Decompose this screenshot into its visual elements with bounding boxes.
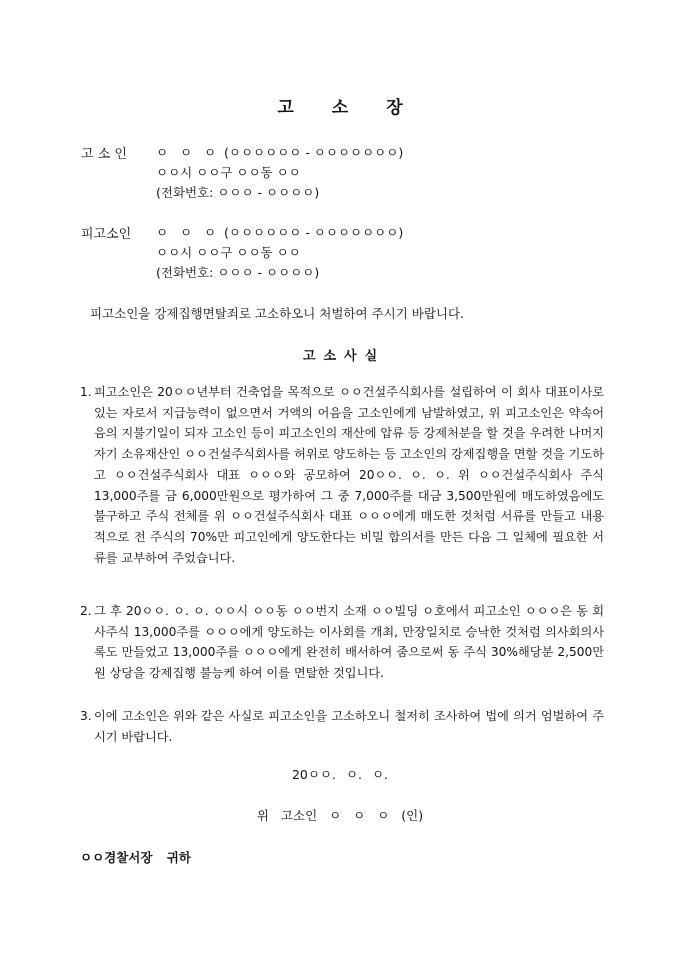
section-title-char: 소 [323, 349, 336, 364]
title-char: 고 [277, 98, 294, 118]
fact-number: 1. [80, 385, 92, 399]
fact-number: 3. [80, 709, 92, 723]
defendant-name-id: ㅇ ㅇ ㅇ (ㅇㅇㅇㅇㅇㅇ - ㅇㅇㅇㅇㅇㅇㅇ) [156, 225, 404, 240]
defendant-address: ㅇㅇ시 ㅇㅇ구 ㅇㅇ동 ㅇㅇ [156, 245, 301, 260]
fact-text: 그 후 20ㅇㅇ. ㅇ. ㅇ. ㅇㅇ시 ㅇㅇ동 ㅇㅇ번지 소재 ㅇㅇ빌딩 ㅇ호에서 피고소인 ㅇㅇㅇ은 동 회사주식 13,000주를 ㅇㅇㅇ에게 양도하는 이사회를 개최, 만장일치로 승낙한 것처럼 의사회의사록도 만들었고 13,000주를 ㅇㅇㅇ에게 완전히 배서하여 줌으로써 동 주식 30%해당분 2,500만원 상당을 강제집행 불능케 하여 이를 면탈한 것입니다. [94, 604, 604, 681]
complaint-request: 피고소인을 강제집행면탈죄로 고소하오니 처벌하여 주시기 바랍니다. [90, 306, 465, 321]
complainant-label: 고 소 인 [81, 147, 127, 162]
recipient: ㅇㅇ경찰서장 귀하 [80, 850, 191, 865]
fact-text: 이에 고소인은 위와 같은 사실로 피고소인을 고소하오니 철저히 조사하여 법에 의거 엄벌하여 주시기 바랍니다. [94, 709, 604, 744]
defendant-label: 피고소인 [81, 227, 132, 242]
complainant-phone: (전화번호: ㅇㅇㅇ - ㅇㅇㅇㅇ) [156, 185, 320, 200]
section-title-char: 실 [364, 349, 378, 364]
fact-item-3 [80, 706, 604, 747]
title-char: 장 [386, 98, 403, 118]
section-title-char: 사 [344, 349, 357, 364]
defendant-phone: (전화번호: ㅇㅇㅇ - ㅇㅇㅇㅇ) [156, 265, 320, 280]
section-title-facts [0, 345, 680, 364]
document-title [0, 93, 680, 118]
signer-line: 위 고소인 ㅇ ㅇ ㅇ (인) [256, 808, 424, 823]
title-char: 소 [331, 98, 349, 118]
fact-item-1 [80, 382, 604, 568]
complaint-date: 20ㅇㅇ. ㅇ. ㅇ. [291, 767, 389, 782]
complainant-address: ㅇㅇ시 ㅇㅇ구 ㅇㅇ동 ㅇㅇ [156, 165, 301, 180]
complainant-name-id: ㅇ ㅇ ㅇ (ㅇㅇㅇㅇㅇㅇ - ㅇㅇㅇㅇㅇㅇㅇ) [156, 145, 404, 160]
fact-text: 피고소인은 20ㅇㅇ년부터 건축업을 목적으로 ㅇㅇ건설주식회사를 설립하여 이 회사 대표이사로 있는 자로서 지급능력이 없으면서 거액의 어음을 고소인에게 남발하였고, 위 피고소인은 약속어음의 지불기일이 되자 고소인 등이 피고소인의 재산에 압류 등 강제처분을 할 것을 우려한 나머지 자기 소유재산인 ㅇㅇ건설주식회사를 허위로 양도하는 등 고소인의 강제집행을 면할 것을 기도하고 ㅇㅇ건설주식회사 대표 ㅇㅇㅇ와 공모하여 20ㅇㅇ. ㅇ. ㅇ. 위 ㅇㅇ건설주식회사 주식 13,000주를 금 6,000만원으로 평가하여 그 중 7,000주를 대금 3,500만원에 매도하였음에도 불구하고 주식 전체를 위 ㅇㅇ건설주식회사 대표 ㅇㅇㅇ에게 매도한 것처럼 서류를 만들고 내용적으로 전 주식의 70%만 피고인에게 양도한다는 비밀 합의서를 만든 다음 그 일체에 필요한 서류를 교부하여 주었습니다. [94, 385, 604, 565]
fact-number: 2. [80, 604, 92, 618]
section-title-char: 고 [302, 349, 316, 364]
fact-item-2 [80, 601, 604, 684]
